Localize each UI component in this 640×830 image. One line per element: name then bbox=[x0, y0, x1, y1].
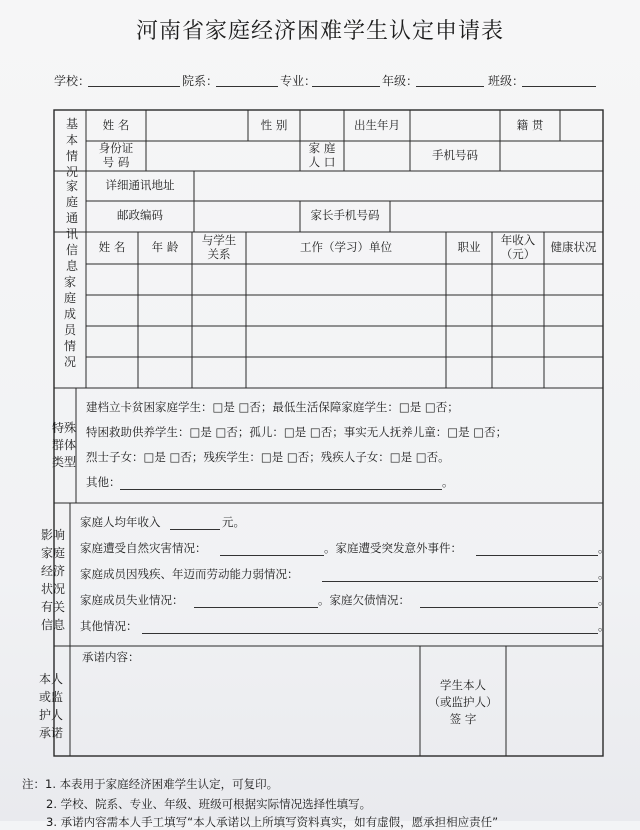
col-relation-1: 与学生 bbox=[201, 233, 237, 247]
accident-end: 。 bbox=[598, 541, 610, 555]
id-label-2: 号 码 bbox=[102, 155, 130, 169]
address-label: 详细通讯地址 bbox=[105, 178, 175, 192]
col-health: 健康状况 bbox=[550, 240, 597, 254]
class-label: 班级： bbox=[488, 74, 525, 88]
school-label: 学校： bbox=[54, 74, 91, 88]
household-label-1: 家 庭 bbox=[308, 141, 336, 155]
disability-end: 。 bbox=[598, 567, 610, 581]
note-3: 3. 承诺内容需本人手工填写“本人承诺以上所填写资料真实，如有虚假，愿承担相应责任” bbox=[46, 815, 499, 829]
unemployment-label: 家庭成员失业情况： bbox=[80, 593, 184, 607]
note-2: 2. 学校、院系、专业、年级、班级可根据实际情况选择性填写。 bbox=[46, 797, 372, 811]
special-other-field[interactable] bbox=[120, 489, 442, 490]
special-other-label: 其他： bbox=[86, 475, 121, 489]
other-factors-field[interactable] bbox=[142, 633, 598, 634]
form-title: 河南省家庭经济困难学生认定申请表 bbox=[135, 19, 504, 44]
income-label: 家庭人均年收入 bbox=[80, 515, 161, 529]
special-line-1: 建档立卡贫困家庭学生：□是 □否；最低生活保障家庭学生：□是 □否； bbox=[86, 400, 459, 414]
section-basic: 基本情况 bbox=[65, 117, 78, 179]
special-line-2: 特困救助供养学生：□是 □否；孤儿：□是 □否；事实无人抚养儿童：□是 □否； bbox=[86, 425, 508, 439]
phone-label: 手机号码 bbox=[432, 148, 478, 162]
gender-label: 性 别 bbox=[260, 118, 288, 132]
income-unit: 元。 bbox=[222, 515, 245, 529]
sign-line-3: 签 字 bbox=[449, 712, 477, 726]
birth-label: 出生年月 bbox=[354, 118, 400, 132]
accident-field[interactable] bbox=[476, 555, 598, 556]
section-members: 家庭成员情况 bbox=[63, 275, 76, 369]
col-name: 姓 名 bbox=[98, 240, 126, 254]
id-label-1: 身份证 bbox=[98, 141, 134, 155]
sign-line-2: （或监护人） bbox=[428, 695, 498, 709]
disaster-field[interactable] bbox=[220, 555, 324, 556]
sign-line-1: 学生本人 bbox=[440, 678, 486, 692]
col-income-1: 年收入 bbox=[500, 233, 536, 247]
col-income-2: （元） bbox=[500, 247, 536, 261]
postcode-label: 邮政编码 bbox=[117, 208, 163, 222]
major-label: 专业： bbox=[280, 74, 317, 88]
commitment-content-label: 承诺内容： bbox=[82, 650, 140, 664]
section-special: 特殊群体类型 bbox=[51, 421, 76, 469]
accident-label: 。家庭遭受突发意外事件： bbox=[324, 541, 462, 555]
origin-label: 籍 贯 bbox=[516, 118, 544, 132]
department-label: 院系： bbox=[182, 74, 219, 88]
note-1: 注：1. 本表用于家庭经济困难学生认定，可复印。 bbox=[22, 777, 279, 791]
disability-field[interactable] bbox=[322, 581, 598, 582]
name-label: 姓 名 bbox=[102, 118, 130, 132]
unemployment-field[interactable] bbox=[194, 607, 318, 608]
other-factors-end: 。 bbox=[598, 619, 610, 633]
debt-end: 。 bbox=[598, 593, 610, 607]
debt-field[interactable] bbox=[420, 607, 598, 608]
disability-label: 家庭成员因残疾、年迈而劳动能力弱情况： bbox=[80, 567, 299, 581]
col-work: 工作（学习）单位 bbox=[300, 240, 392, 254]
section-contact: 家庭通讯信息 bbox=[65, 179, 78, 273]
household-label-2: 人 口 bbox=[308, 155, 336, 169]
section-factors: 影响家庭经济状况有关信息 bbox=[40, 528, 65, 632]
grade-label: 年级： bbox=[382, 74, 419, 88]
col-age: 年 龄 bbox=[151, 240, 179, 254]
col-relation-2: 关系 bbox=[207, 247, 231, 261]
special-other-end: 。 bbox=[442, 475, 454, 489]
other-factors-label: 其他情况： bbox=[80, 619, 138, 633]
section-commitment: 本人或监护人承诺 bbox=[38, 672, 63, 740]
special-line-3: 烈士子女：□是 □否；残疾学生：□是 □否；残疾人子女：□是 □否。 bbox=[86, 450, 450, 464]
income-field[interactable] bbox=[170, 529, 220, 530]
disaster-label: 家庭遭受自然灾害情况： bbox=[80, 541, 207, 555]
parent-phone-label: 家长手机号码 bbox=[310, 208, 380, 222]
col-job: 职业 bbox=[457, 240, 481, 254]
debt-label: 。家庭欠债情况： bbox=[318, 593, 410, 607]
